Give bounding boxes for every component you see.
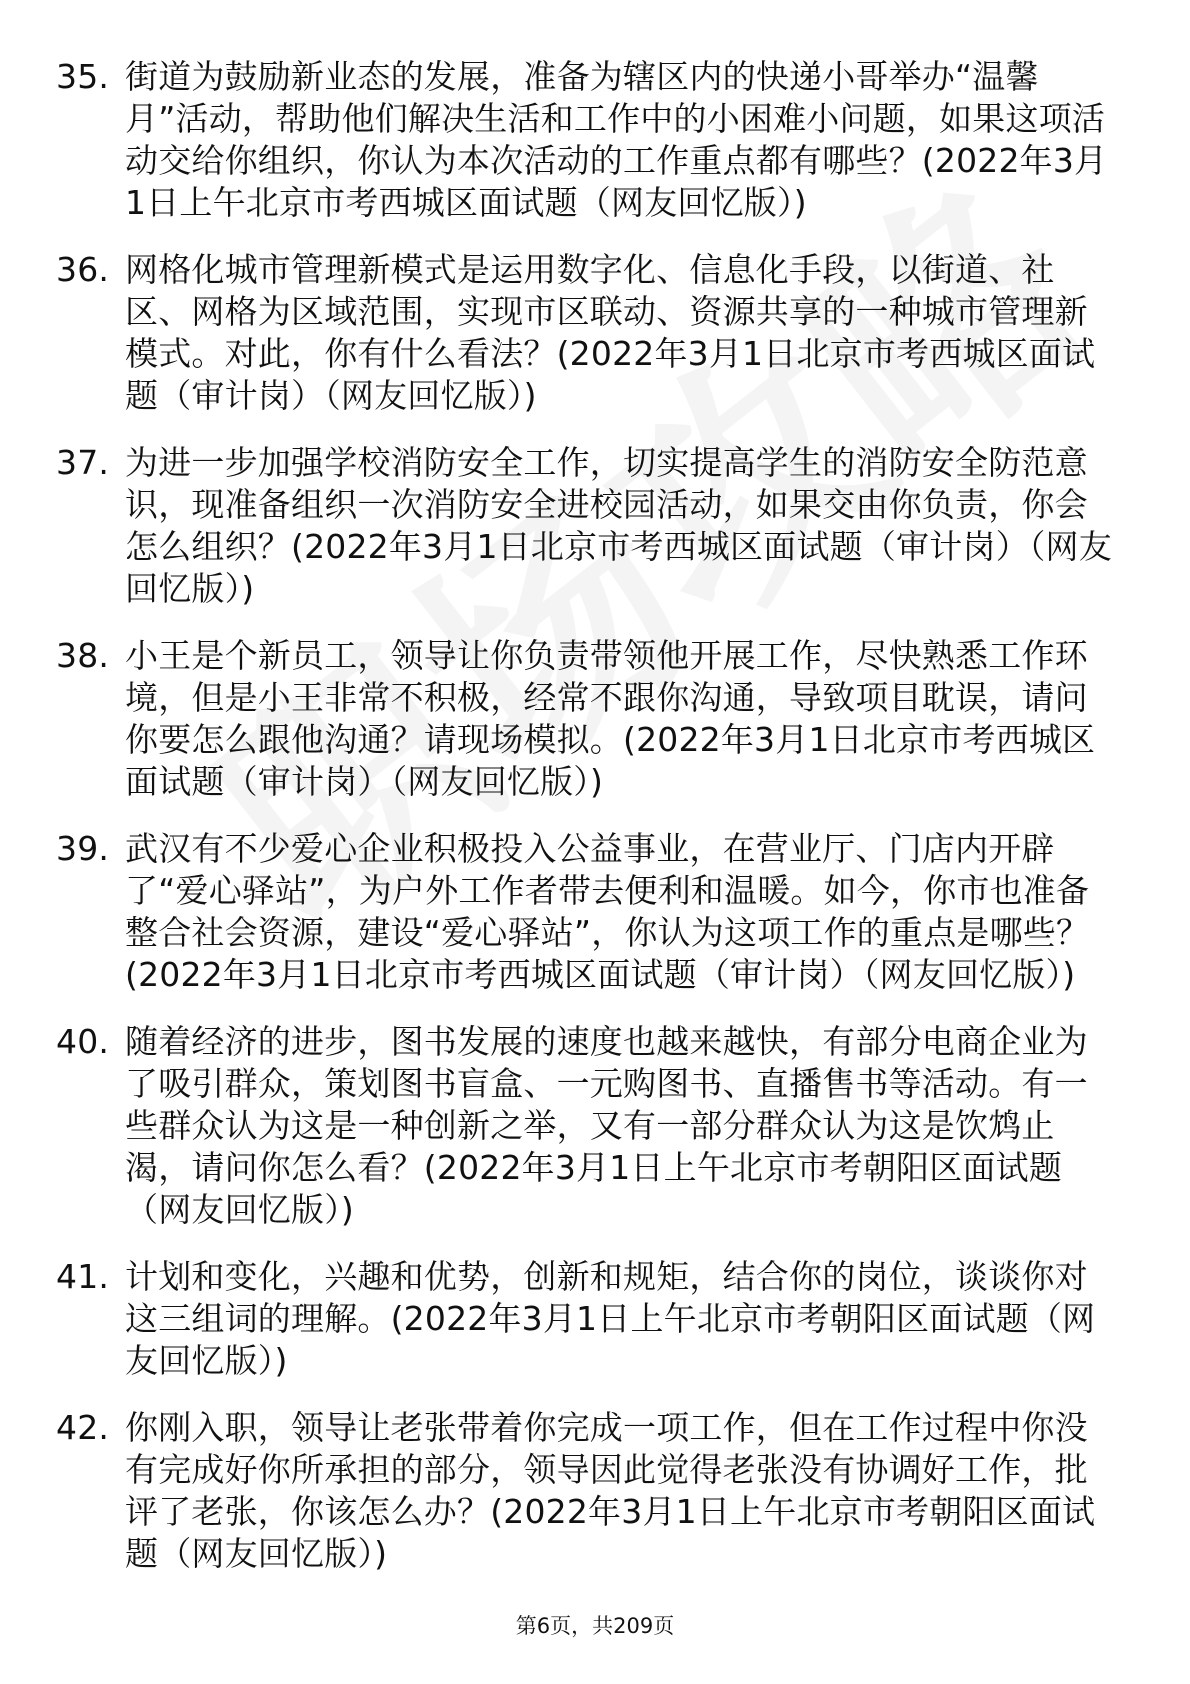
question-number: 36. [56,250,110,289]
question-text: 小王是个新员工，领导让你负责带领他开展工作，尽快熟悉工作环境，但是小王非常不积极，经常不跟你沟通，导致项目耽误，请问你要怎么跟他沟通？请现场模拟。(2022年3月1日北京市考西城区面试题（审计岗）（网友回忆版）) [125,636,1096,801]
question-item [0,1407,1115,1575]
question-text: 你刚入职，领导让老张带着你完成一项工作，但在工作过程中你没有完成好你所承担的部分，领导因此觉得老张没有协调好工作，批评了老张，你该怎么办？(2022年3月1日上午北京市考朝阳区面试题（网友回忆版）) [125,1408,1096,1573]
question-item [0,56,1115,224]
question-text: 计划和变化，兴趣和优势，创新和规矩，结合你的岗位，谈谈你对这三组词的理解。(2022年3月1日上午北京市考朝阳区面试题（网友回忆版）) [125,1257,1096,1380]
page-number: 第6页，共209页 [515,1614,675,1638]
question-number: 38. [56,636,110,675]
question-number: 37. [56,443,110,482]
question-item [0,828,1115,996]
question-item [0,249,1115,417]
question-item [0,442,1115,610]
question-text: 街道为鼓励新业态的发展，准备为辖区内的快递小哥举办“温馨月”活动，帮助他们解决生活和工作中的小困难小问题，如果这项活动交给你组织，你认为本次活动的工作重点都有哪些？(2022年3月1日上午北京市考西城区面试题（网友回忆版）) [125,57,1108,222]
question-text: 为进一步加强学校消防安全工作，切实提高学生的消防安全防范意识，现准备组织一次消防安全进校园活动，如果交由你负责，你会怎么组织？(2022年3月1日北京市考西城区面试题（审计岗）（网友回忆版）) [125,443,1112,608]
question-text: 随着经济的进步，图书发展的速度也越来越快，有部分电商企业为了吸引群众，策划图书盲盒、一元购图书、直播售书等活动。有一些群众认为这是一种创新之举，又有一部分群众认为这是饮鸩止渴，请问你怎么看？(2022年3月1日上午北京市考朝阳区面试题（网友回忆版）) [125,1022,1088,1229]
page-footer [0,1610,1190,1640]
question-text: 网格化城市管理新模式是运用数字化、信息化手段，以街道、社区、网格为区域范围，实现市区联动、资源共享的一种城市管理新模式。对此，你有什么看法？(2022年3月1日北京市考西城区面试题（审计岗）（网友回忆版）) [125,250,1096,415]
question-item [0,635,1115,803]
question-number: 41. [56,1257,110,1296]
question-list [0,56,1190,1600]
question-number: 39. [56,829,110,868]
question-item [0,1021,1115,1231]
question-number: 35. [56,57,110,96]
question-item [0,1256,1115,1382]
question-number: 40. [56,1022,110,1061]
question-text: 武汉有不少爱心企业积极投入公益事业，在营业厅、门店内开辟了“爱心驿站”，为户外工作者带去便利和温暖。如今，你市也准备整合社会资源，建设“爱心驿站”，你认为这项工作的重点是哪些？(2022年3月1日北京市考西城区面试题（审计岗）（网友回忆版）) [125,829,1090,994]
question-number: 42. [56,1408,110,1447]
